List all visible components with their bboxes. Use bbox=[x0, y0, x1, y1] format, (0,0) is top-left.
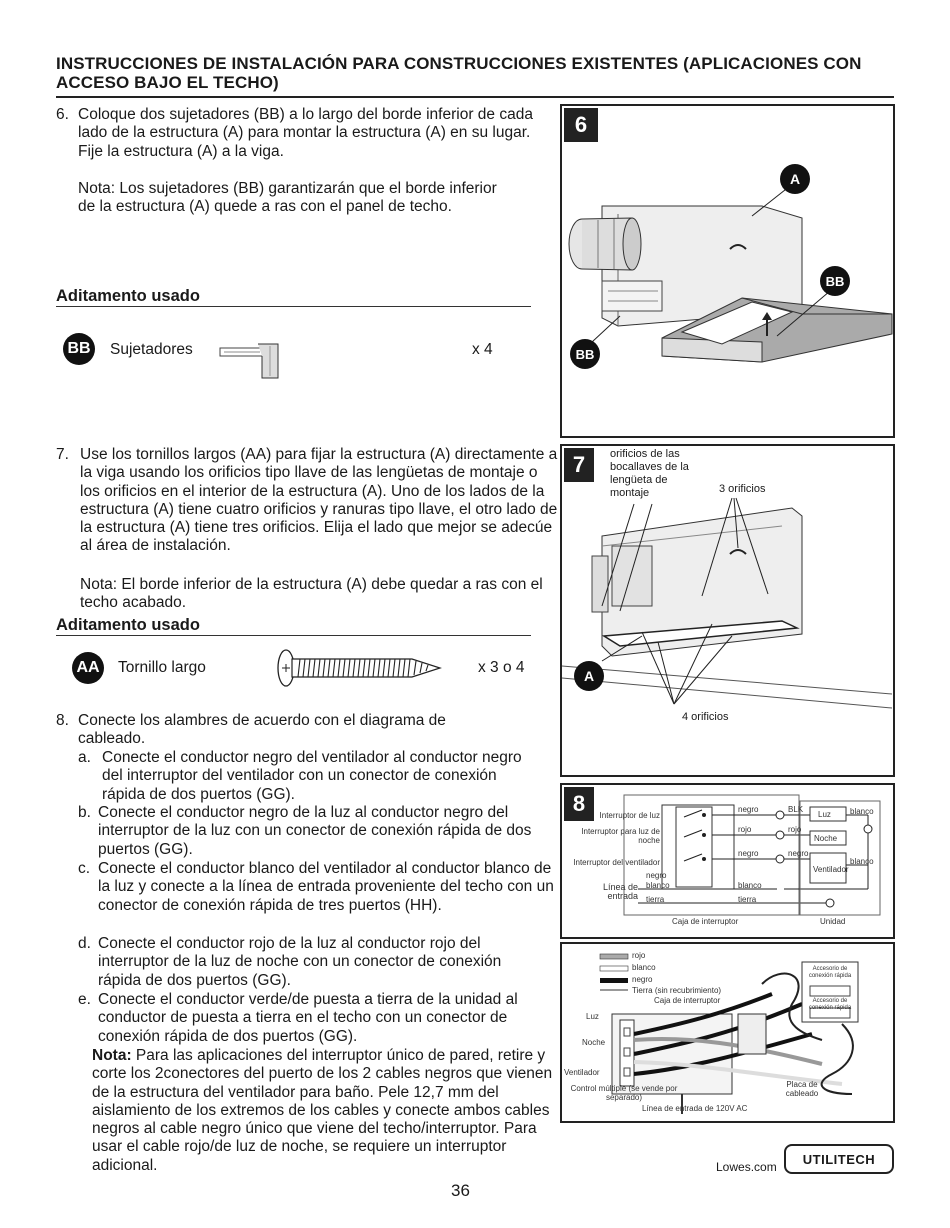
label-wire-white-1: blanco bbox=[646, 881, 670, 890]
step8b-text: Conecte el conductor negro de la luz al conductor negro del interruptor de la luz con un conector de conexión rápida de dos puertos (GG). bbox=[98, 804, 532, 858]
step6-number: 6. bbox=[56, 106, 69, 123]
label-blk: BLK bbox=[788, 805, 804, 814]
step8c-text: Conecte el conductor blanco del ventilador al conductor blanco de la luz y conecte a la línea de entrada proveniente del techo con un conector de conexión rápida de tres puertos (HH). bbox=[98, 860, 554, 914]
aa-hardware-name: Tornillo largo bbox=[118, 659, 206, 676]
label-red-unit: rojo bbox=[788, 825, 802, 834]
label-wire-black-1: negro bbox=[738, 805, 759, 814]
step7-note-text: El borde inferior de la estructura (A) debe quedar a ras con el techo acabado. bbox=[80, 576, 543, 612]
step8-text: Conecte los alambres de acuerdo con el diagrama de cableado. bbox=[78, 712, 446, 748]
step8a-text: Conecte el conductor negro del ventilador al conductor negro del interruptor del ventilador con un conector de conexión rápida de dos puertos (GG). bbox=[102, 749, 522, 803]
label-ground-unit: tierra bbox=[738, 895, 757, 904]
label-switch-fan: Interruptor del ventilador bbox=[573, 858, 660, 867]
bb-badge: BB bbox=[63, 333, 95, 365]
step7-note-label: Nota: bbox=[80, 576, 118, 593]
step6-hardware-heading: Aditamento usado bbox=[56, 287, 200, 305]
figure8-panel bbox=[560, 783, 895, 939]
label-box-light: Luz bbox=[818, 810, 831, 819]
brand-name: UTILITECH bbox=[802, 1151, 876, 1167]
figure7-4holes-callout: 4 orificios bbox=[682, 711, 729, 723]
step8a-label: a. bbox=[78, 749, 91, 766]
step8-number: 8. bbox=[56, 712, 69, 729]
legend-ground: Tierra (sin recubrimiento) bbox=[632, 986, 722, 995]
bb-hardware-name: Sujetadores bbox=[110, 341, 193, 358]
long-screw-icon bbox=[274, 647, 446, 689]
step6-note-label: Nota: bbox=[78, 180, 116, 197]
label-black-unit: negro bbox=[788, 849, 809, 858]
figure7-panel bbox=[560, 444, 895, 777]
label-unit: Unidad bbox=[820, 917, 846, 926]
label-box-fan: Ventilador bbox=[813, 865, 849, 874]
figure6-label-a: A bbox=[780, 164, 810, 194]
page-title: INSTRUCCIONES DE INSTALACIÓN PARA CONSTRUCCIONES EXISTENTES (APLICACIONES CON ACCESO BAJO EL TECHO) bbox=[56, 54, 862, 92]
aa-badge: AA bbox=[72, 652, 104, 684]
label-wiring-plate: Placa de cableado bbox=[785, 1080, 819, 1098]
step7-hardware-heading: Aditamento usado bbox=[56, 616, 200, 634]
label-switch-box-8b: Caja de interruptor bbox=[654, 996, 721, 1005]
step8-note-label: Nota: bbox=[92, 1047, 132, 1064]
conn-text-1: Accesorio de conexión rápida bbox=[808, 966, 852, 979]
label-switch-light: Interruptor de luz bbox=[599, 811, 660, 820]
step6-note-text: Los sujetadores (BB) garantizarán que el borde inferior de la estructura (A) quede a ras con el panel de techo. bbox=[78, 180, 497, 216]
label-switch-night: Interruptor para luz de noche bbox=[581, 827, 660, 845]
step7-number: 7. bbox=[56, 446, 69, 463]
step6-note bbox=[78, 180, 508, 217]
label-wire-black-3: negro bbox=[646, 871, 667, 880]
figure7-illustration bbox=[562, 446, 893, 775]
legend-white: blanco bbox=[632, 963, 656, 972]
label-wire-red-1: rojo bbox=[738, 825, 752, 834]
conn-text-2: Accesorio de conexión rápida bbox=[808, 998, 852, 1011]
step7-note bbox=[80, 576, 550, 613]
label-white-unit: blanco bbox=[738, 881, 762, 890]
figure8b-panel bbox=[560, 942, 895, 1123]
step8e-label: e. bbox=[78, 991, 91, 1008]
aa-hardware-qty: x 3 o 4 bbox=[478, 659, 525, 676]
step8b-label: b. bbox=[78, 804, 91, 821]
step8e-text: Conecte el conductor verde/de puesta a tierra de la unidad al conductor de puesta a tierra en el techo con un conector de conexión rápida de dos puertos (GG). bbox=[98, 991, 518, 1045]
label-night-8b: Noche bbox=[582, 1038, 606, 1047]
step8-note-text: Para las aplicaciones del interruptor único de pared, retire y corte los 2conectores del puerto de los 2 cables negros que vienen de la estructura del ventilador para baño. Pele 12,7 mm del aislamiento de los extremos de los cables y conecte ambos cables negros al cable negro único que viene del techo/interruptor. Para usar el cable rojo/de luz de noche, se requiere un interruptor adicional. bbox=[92, 1047, 553, 1174]
figure6-label-bb-top: BB bbox=[820, 266, 850, 296]
figure7-number: 7 bbox=[564, 448, 594, 482]
label-wire-ground-1: tierra bbox=[646, 895, 665, 904]
figure7-label-a: A bbox=[574, 661, 604, 691]
bb-hardware-qty: x 4 bbox=[472, 341, 493, 358]
label-line-in: Línea de entrada bbox=[602, 882, 638, 901]
label-fan-8b: Ventilador bbox=[564, 1068, 600, 1077]
label-box-night: Noche bbox=[814, 834, 838, 843]
step7-hardware-rule bbox=[56, 635, 531, 636]
label-light-8b: Luz bbox=[586, 1012, 599, 1021]
label-multi-control: Control múltiple (se vende por separado) bbox=[570, 1084, 678, 1102]
figure6-number: 6 bbox=[564, 108, 598, 142]
label-white-r1: blanco bbox=[850, 807, 874, 816]
figure8-number: 8 bbox=[564, 787, 594, 821]
label-line-120: Línea de entrada de 120V AC bbox=[642, 1104, 748, 1113]
figure6-panel bbox=[560, 104, 895, 438]
step6-text: Coloque dos sujetadores (BB) a lo largo del borde inferior de cada lado de la estructura (A) para montar la estructura (A) en su lugar. Fije la estructura (A) a la viga. bbox=[78, 106, 533, 160]
label-wire-black-2: negro bbox=[738, 849, 759, 858]
bracket-icon bbox=[218, 334, 290, 380]
figure6-label-bb-bottom: BB bbox=[570, 339, 600, 369]
step6-hardware-rule bbox=[56, 306, 531, 307]
figure7-3holes-callout: 3 orificios bbox=[719, 483, 766, 495]
brand-logo bbox=[784, 1144, 894, 1174]
title-divider bbox=[56, 96, 894, 98]
legend-black: negro bbox=[632, 975, 653, 984]
step8d-label: d. bbox=[78, 935, 91, 952]
page-number: 36 bbox=[451, 1181, 470, 1200]
step8d-text: Conecte el conductor rojo de la luz al conductor rojo del interruptor de la luz de noche con un conector de conexión rápida de dos puertos (GG). bbox=[98, 935, 502, 989]
step7-text: Use los tornillos largos (AA) para fijar la estructura (A) directamente a la viga usando los orificios tipo llave de las lengüetas de montaje o los orificios en el interior de la estructura (A). Uno de los lados de la estructura (A) tiene cuatro orificios y ranuras tipo llave, el otro lado de la estructura (A) tiene tres orificios. Elija el lado que mejor se adecúe al área de instalación. bbox=[80, 446, 558, 555]
step8-note bbox=[92, 1047, 554, 1175]
label-switch-box: Caja de interruptor bbox=[672, 917, 739, 926]
label-white-r2: blanco bbox=[850, 857, 874, 866]
footer-site: Lowes.com bbox=[716, 1160, 777, 1174]
step8c-label: c. bbox=[78, 860, 91, 877]
legend-red: rojo bbox=[632, 951, 646, 960]
figure7-keyholes-callout: orificios de las bocallaves de la lengüeta de montaje bbox=[610, 448, 689, 499]
